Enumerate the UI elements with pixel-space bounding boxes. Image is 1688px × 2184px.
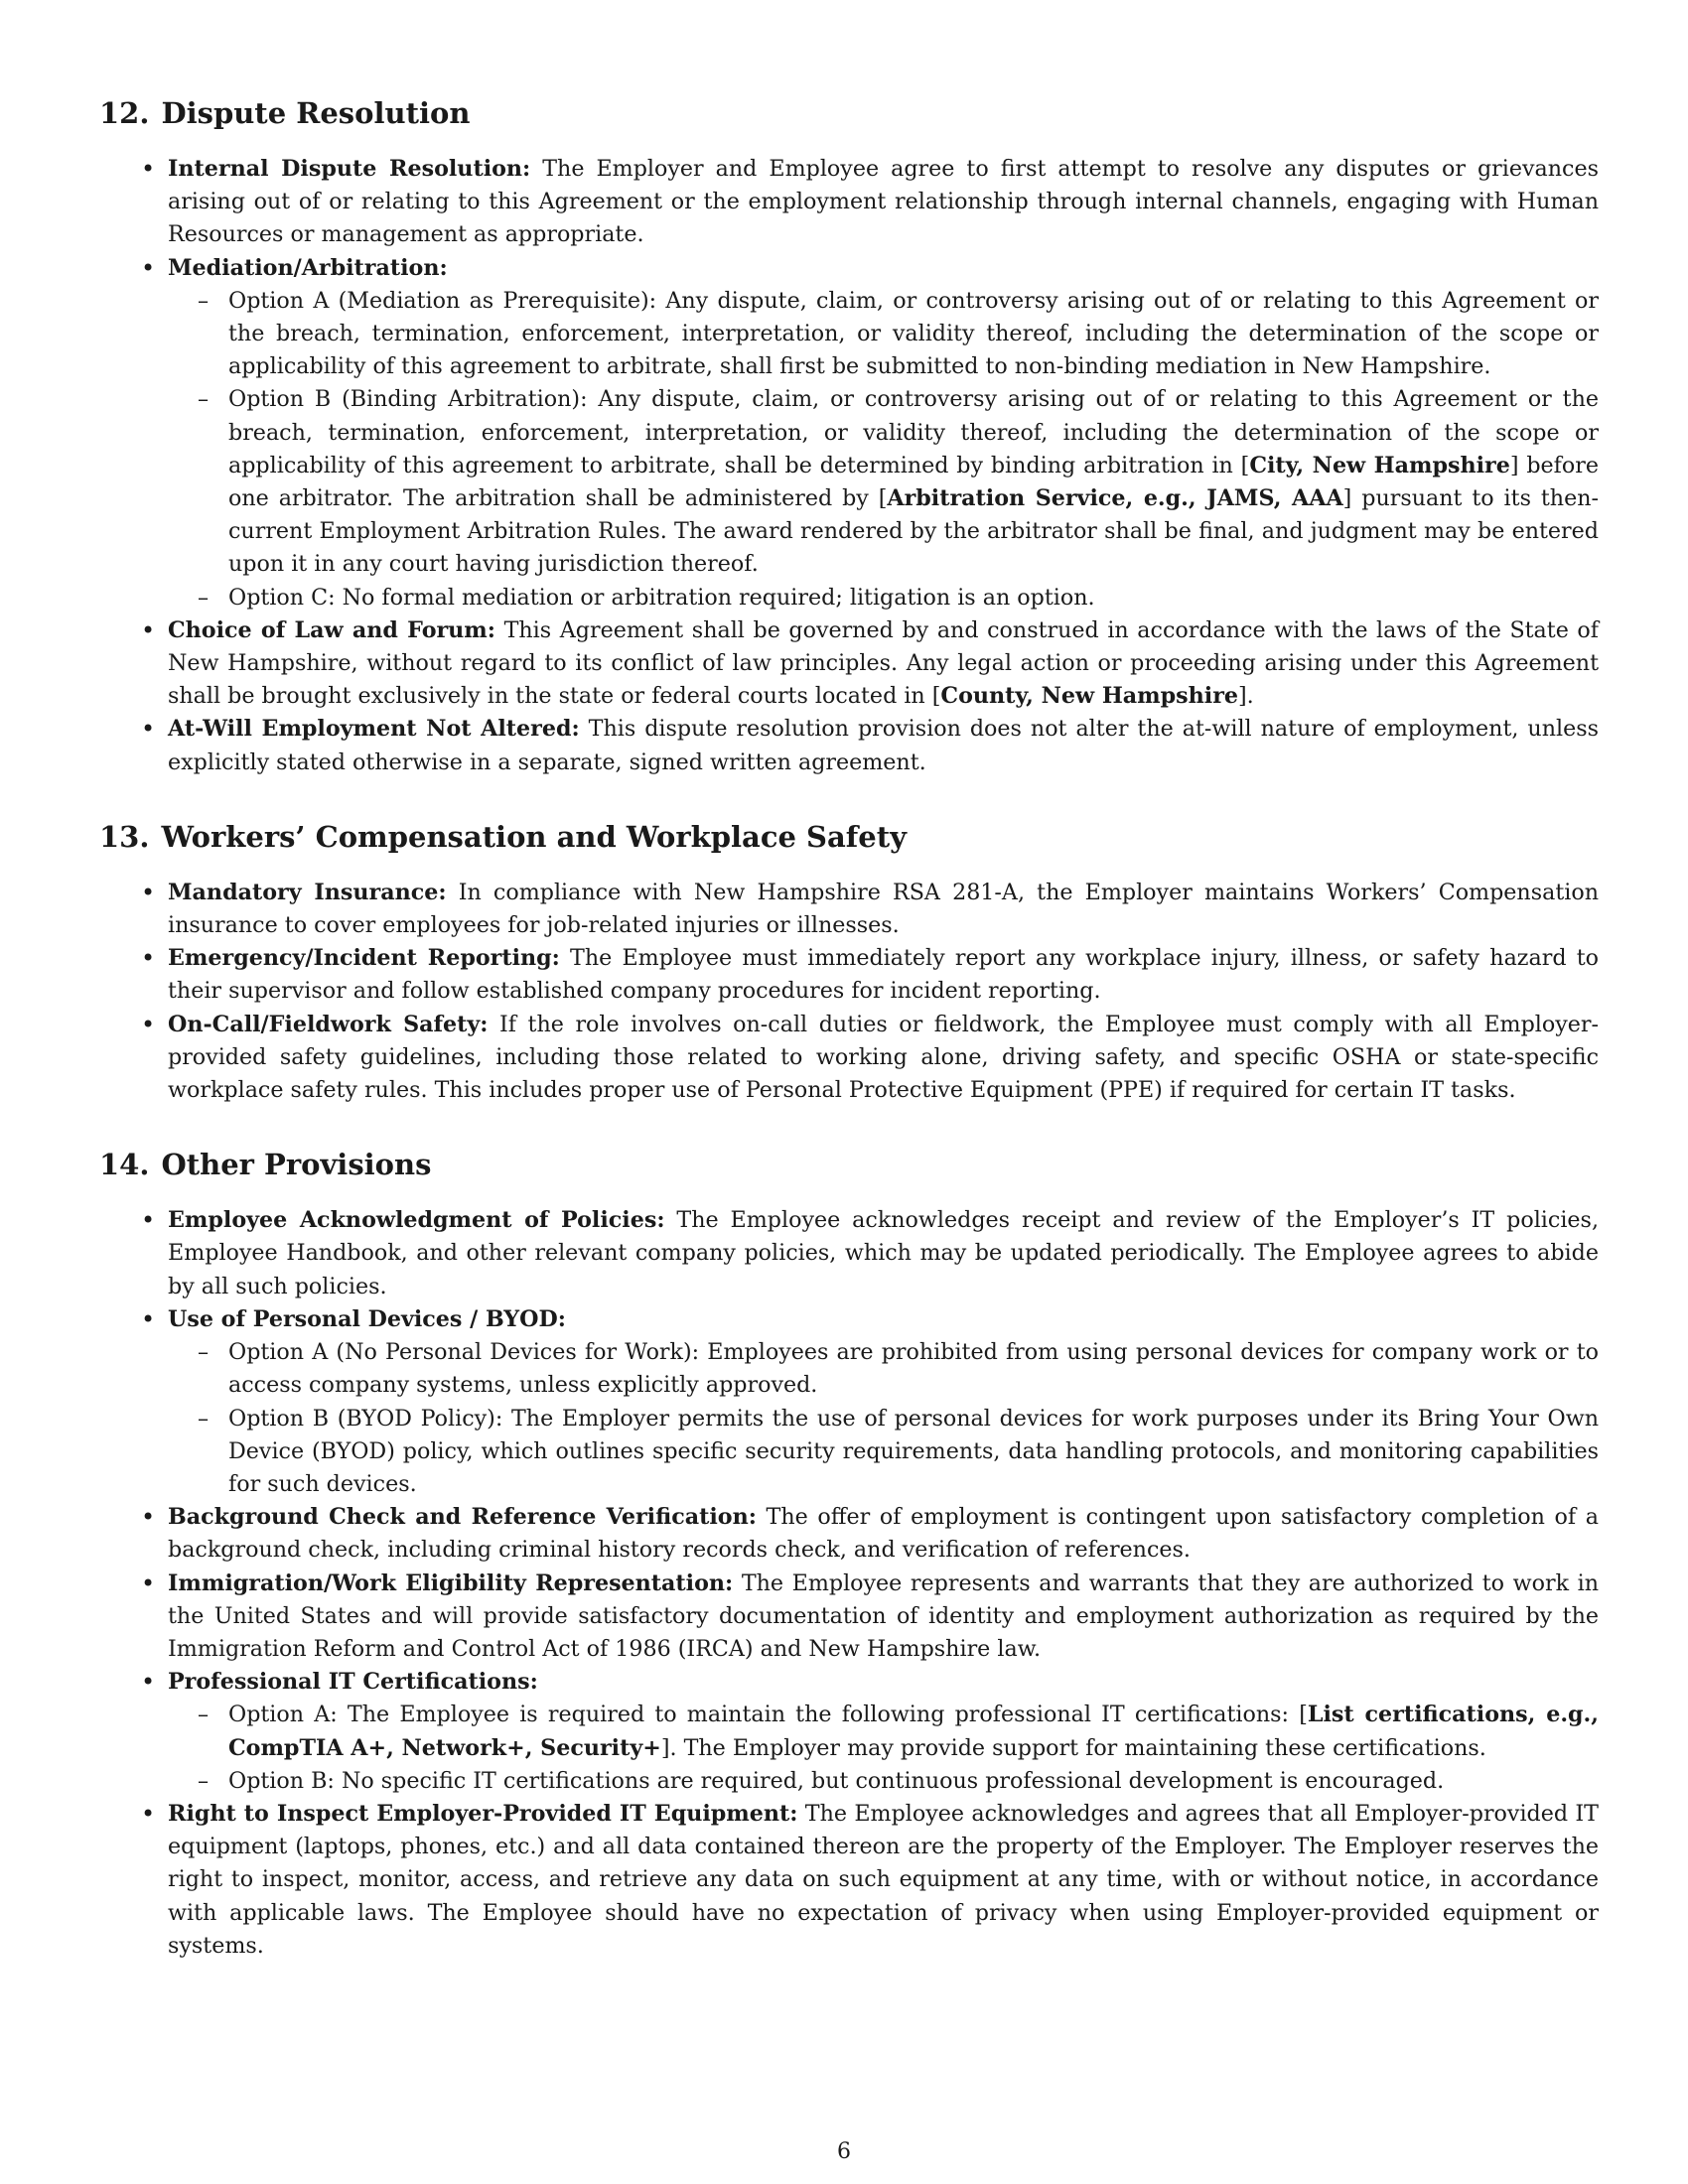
clause-policy-acknowledgment xyxy=(99,1204,1599,1303)
option-list xyxy=(168,1336,1599,1501)
clause-mediation-arbitration xyxy=(99,252,1599,614)
clause-list xyxy=(99,877,1599,1107)
clause-label: Immigration/Work Eligibility Representation: xyxy=(168,1570,734,1596)
section-number: 13. xyxy=(99,819,150,854)
page-number: 6 xyxy=(837,2139,851,2164)
section-dispute-resolution xyxy=(99,93,1599,779)
clause-label: Background Check and Reference Verification: xyxy=(168,1504,757,1531)
option-text: ] pursuant to its then-current Employment Arbitration Rules. The award rendered by the arbitrator shall be final, and judgment may be entered upon it in any court having jurisdiction thereof. xyxy=(228,485,1599,578)
option-list xyxy=(168,285,1599,614)
clause-label: Right to Inspect Employer-Provided IT Equipment: xyxy=(168,1800,798,1827)
option-text: Option B (BYOD Policy): The Employer permits the use of personal devices for work purposes under its Bring Your Own Device (BYOD) policy, which outlines specific security requirements, data handling protocols, and monitoring capabilities for such devices. xyxy=(228,1405,1599,1497)
option-text: ]. The Employer may provide support for maintaining these certifications. xyxy=(660,1734,1486,1761)
clause-text: In compliance with New Hampshire RSA 281-A, the Employer maintains Workers’ Compensation insurance to cover employees for job-related injuries or illnesses. xyxy=(168,879,1599,939)
clause-fieldwork-safety xyxy=(99,1009,1599,1108)
option-list xyxy=(168,1699,1599,1798)
clause-label: Mandatory Insurance: xyxy=(168,879,447,905)
option-text: Option B: No specific IT certifications are required, but continuous professional development is encouraged. xyxy=(228,1767,1445,1794)
clause-label: Choice of Law and Forum: xyxy=(168,616,495,643)
clause-text: The Employee represents and warrants that they are authorized to work in the United States and will provide satisfactory documentation of identity and employment authorization as required by the Immigration Reform and Control Act of 1986 (IRCA) and New Hampshire law. xyxy=(168,1570,1599,1662)
section-heading xyxy=(99,1145,1599,1184)
option-item xyxy=(168,383,1599,581)
clause-byod xyxy=(99,1303,1599,1501)
page-content xyxy=(99,93,1599,2000)
option-item xyxy=(168,1336,1599,1402)
clause-label: At-Will Employment Not Altered: xyxy=(168,716,580,743)
clause-background-check xyxy=(99,1501,1599,1567)
clause-mandatory-insurance xyxy=(99,877,1599,942)
clause-text: The Employer and Employee agree to first attempt to resolve any disputes or grievances arising out of or relating to this Agreement or the employment relationship through internal channels, engaging with Human Resources or management as appropriate. xyxy=(168,156,1599,248)
option-item xyxy=(168,1699,1599,1764)
clause-list xyxy=(99,153,1599,779)
clause-label: Mediation/Arbitration: xyxy=(168,254,448,281)
clause-internal-dispute-resolution xyxy=(99,153,1599,252)
clause-text: If the role involves on-call duties or fieldwork, the Employee must comply with all Employer-provided safety guidelines, including those related to working alone, driving safety, and specific OSHA or state-specific workplace safety rules. This includes proper use of Personal Protective Equipment (PPE) if required for certain IT tasks. xyxy=(168,1011,1599,1104)
clause-label: Employee Acknowledgment of Policies: xyxy=(168,1207,665,1234)
clause-work-eligibility xyxy=(99,1568,1599,1667)
clause-label: Internal Dispute Resolution: xyxy=(168,156,531,182)
option-text: Option A (Mediation as Prerequisite): Any dispute, claim, or controversy arising out of or relating to this Agreement or the breach, termination, enforcement, interpretation, or validity thereof, including the determination of the scope or applicability of this agreement to arbitrate, shall first be submitted to non-binding mediation in New Hampshire. xyxy=(228,287,1599,380)
option-text: ] before one arbitrator. The arbitration shall be administered by [ xyxy=(228,452,1599,512)
placeholder-county: County, New Hampshire xyxy=(940,683,1239,710)
clause-label: On-Call/Fieldwork Safety: xyxy=(168,1011,489,1037)
clause-text: ]. xyxy=(1238,683,1254,710)
clause-text: The Employee acknowledges and agrees that all Employer-provided IT equipment (laptops, phones, etc.) and all data contained thereon are the property of the Employer. The Employer reserves the right to inspect, monitor, access, and retrieve any data on such equipment at any time, with or without notice, in accordance with applicable laws. The Employee should have no expectation of privacy when using Employer-provided equipment or systems. xyxy=(168,1800,1599,1959)
clause-text: The Employee acknowledges receipt and review of the Employer’s IT policies, Employee Handbook, and other relevant company policies, which may be updated periodically. The Employee agrees to abide by all such policies. xyxy=(168,1207,1599,1299)
option-item xyxy=(168,285,1599,384)
clause-label: Use of Personal Devices / BYOD: xyxy=(168,1305,566,1332)
clause-incident-reporting xyxy=(99,942,1599,1008)
option-item xyxy=(168,1765,1599,1798)
section-heading xyxy=(99,817,1599,857)
option-item xyxy=(168,582,1599,614)
section-number: 12. xyxy=(99,96,150,130)
section-title: Other Provisions xyxy=(161,1148,432,1182)
placeholder-arbitration-service: Arbitration Service, e.g., JAMS, AAA xyxy=(887,485,1343,512)
clause-list xyxy=(99,1204,1599,1963)
clause-label: Professional IT Certifications: xyxy=(168,1669,538,1696)
placeholder-certifications: List certifications, e.g., CompTIA A+, Network+, Security+ xyxy=(228,1702,1600,1761)
clause-text: The offer of employment is contingent upon satisfactory completion of a background check, including criminal history records check, and verification of references. xyxy=(168,1504,1599,1564)
option-item xyxy=(168,1403,1599,1502)
section-workers-compensation xyxy=(99,817,1599,1107)
clause-text: The Employee must immediately report any workplace injury, illness, or safety hazard to their supervisor and follow established company procedures for incident reporting. xyxy=(168,945,1599,1005)
clause-equipment-inspection xyxy=(99,1798,1599,1963)
option-text: Option C: No formal mediation or arbitration required; litigation is an option. xyxy=(228,584,1095,611)
clause-label: Emergency/Incident Reporting: xyxy=(168,945,560,972)
option-text: Option A: The Employee is required to maintain the following professional IT certifications: [ xyxy=(228,1702,1308,1728)
section-title: Dispute Resolution xyxy=(161,96,471,130)
placeholder-city: City, New Hampshire xyxy=(1249,452,1510,478)
clause-at-will-employment xyxy=(99,713,1599,778)
option-text: Option A (No Personal Devices for Work): Employees are prohibited from using personal devices for company work or to access company systems, unless explicitly approved. xyxy=(228,1339,1599,1399)
clause-text: This dispute resolution provision does not alter the at-will nature of employment, unless explicitly stated otherwise in a separate, signed written agreement. xyxy=(168,716,1599,775)
section-title: Workers’ Compensation and Workplace Safety xyxy=(161,819,907,854)
section-number: 14. xyxy=(99,1148,150,1182)
clause-text: This Agreement shall be governed by and construed in accordance with the laws of the State of New Hampshire, without regard to its conflict of law principles. Any legal action or proceeding arising under this Agreement shall be brought exclusively in the state or federal courts located in [ xyxy=(168,616,1599,710)
section-heading xyxy=(99,93,1599,133)
clause-it-certifications xyxy=(99,1666,1599,1798)
option-text: Option B (Binding Arbitration): Any dispute, claim, or controversy arising out of or relating to this Agreement or the breach, termination, enforcement, interpretation, or validity thereof, including the determination of the scope or applicability of this agreement to arbitrate, shall be determined by binding arbitration in [ xyxy=(228,386,1599,478)
clause-choice-of-law xyxy=(99,614,1599,714)
section-other-provisions xyxy=(99,1145,1599,1963)
